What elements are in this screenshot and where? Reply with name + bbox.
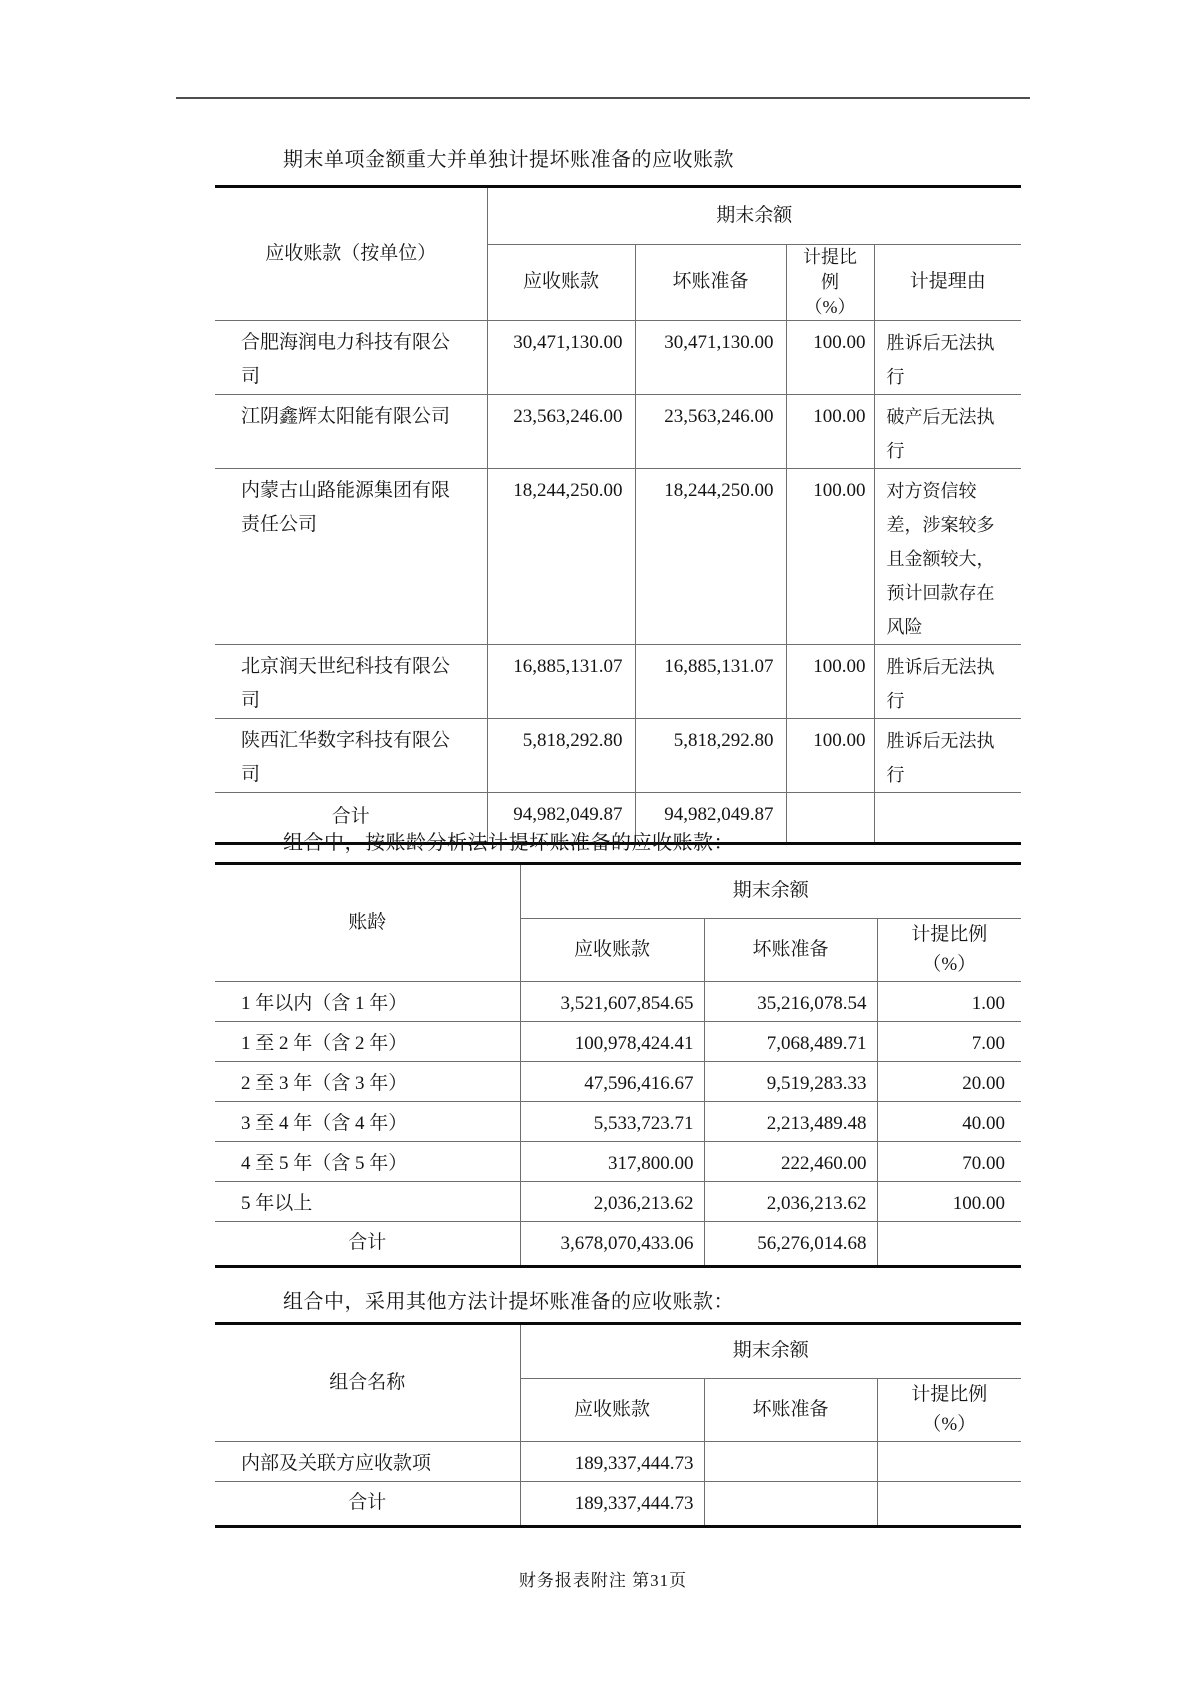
section2-table-wrap — [215, 862, 1021, 1268]
subheader-receivable: 应收账款 — [520, 1378, 704, 1441]
ratio-cell: 20.00 — [877, 1061, 1021, 1101]
receivable-amount-cell: 18,244,250.00 — [487, 468, 635, 644]
receivable-amount-cell: 3,521,607,854.65 — [520, 981, 704, 1021]
bad-debt-total-cell: 56,276,014.68 — [704, 1221, 877, 1265]
group-header-ending-balance: 期末余额 — [520, 1325, 1021, 1378]
receivable-amount-cell: 5,818,292.80 — [487, 718, 635, 792]
subheader-provision-reason: 计提理由 — [874, 244, 1021, 320]
reason-cell — [874, 792, 1021, 842]
total-row — [215, 1221, 1021, 1265]
other-method-table — [215, 1325, 1021, 1525]
company-name-cell: 陕西汇华数字科技有限公司 — [215, 718, 487, 792]
col-header-receivable-by-unit: 应收账款（按单位） — [215, 188, 487, 320]
age-band-cell: 3 至 4 年（含 4 年） — [215, 1101, 520, 1141]
age-band-cell: 5 年以上 — [215, 1181, 520, 1221]
ratio-cell — [877, 1481, 1021, 1525]
company-name-cell: 合肥海润电力科技有限公司 — [215, 320, 487, 394]
portfolio-name-cell: 内部及关联方应收款项 — [215, 1441, 520, 1481]
subheader-provision-ratio: 计提比 例 （%） — [786, 244, 874, 320]
subheader-bad-debt-provision: 坏账准备 — [704, 1378, 877, 1441]
table-row — [215, 1141, 1021, 1181]
bad-debt-amount-cell: 7,068,489.71 — [704, 1021, 877, 1061]
receivable-amount-cell: 47,596,416.67 — [520, 1061, 704, 1101]
subheader-receivable: 应收账款 — [487, 244, 635, 320]
ratio-cell: 100.00 — [786, 394, 874, 468]
aging-analysis-table — [215, 865, 1021, 1265]
table-row — [215, 1061, 1021, 1101]
col-header-aging: 账龄 — [215, 865, 520, 981]
bad-debt-total-cell — [704, 1481, 877, 1525]
table-row — [215, 320, 1021, 394]
ratio-cell: 1.00 — [877, 981, 1021, 1021]
receivable-amount-cell: 23,563,246.00 — [487, 394, 635, 468]
table-row — [215, 468, 1021, 644]
ratio-cell: 70.00 — [877, 1141, 1021, 1181]
reason-cell: 破产后无法执行 — [874, 394, 1021, 468]
section3-title: 组合中，采用其他方法计提坏账准备的应收账款： — [283, 1291, 734, 1313]
bad-debt-amount-cell: 18,244,250.00 — [635, 468, 786, 644]
section1-title: 期末单项金额重大并单独计提坏账准备的应收账款 — [283, 149, 734, 171]
table-row — [215, 718, 1021, 792]
reason-cell: 胜诉后无法执行 — [874, 644, 1021, 718]
ratio-cell: 100.00 — [786, 718, 874, 792]
reason-cell: 胜诉后无法执行 — [874, 320, 1021, 394]
bad-debt-amount-cell: 5,818,292.80 — [635, 718, 786, 792]
table-row — [215, 644, 1021, 718]
receivable-amount-cell: 317,800.00 — [520, 1141, 704, 1181]
page-header-rule — [176, 97, 1030, 99]
bad-debt-amount-cell: 30,471,130.00 — [635, 320, 786, 394]
table-row — [215, 1101, 1021, 1141]
bad-debt-amount-cell: 35,216,078.54 — [704, 981, 877, 1021]
company-name-cell: 内蒙古山路能源集团有限责任公司 — [215, 468, 487, 644]
group-header-ending-balance: 期末余额 — [520, 865, 1021, 918]
table-row — [215, 1441, 1021, 1481]
ratio-cell: 100.00 — [786, 320, 874, 394]
subheader-provision-ratio: 计提比例 （%） — [877, 1378, 1021, 1441]
ratio-cell: 100.00 — [877, 1181, 1021, 1221]
significant-receivables-table — [215, 188, 1021, 842]
receivable-total-cell: 189,337,444.73 — [520, 1481, 704, 1525]
section1-table-wrap — [215, 185, 1021, 845]
bad-debt-amount-cell: 23,563,246.00 — [635, 394, 786, 468]
age-band-cell: 1 年以内（含 1 年） — [215, 981, 520, 1021]
total-row — [215, 1481, 1021, 1525]
reason-cell: 胜诉后无法执行 — [874, 718, 1021, 792]
age-band-cell: 2 至 3 年（含 3 年） — [215, 1061, 520, 1101]
subheader-receivable: 应收账款 — [520, 918, 704, 981]
subheader-provision-ratio: 计提比例 （%） — [877, 918, 1021, 981]
ratio-cell: 7.00 — [877, 1021, 1021, 1061]
receivable-amount-cell: 5,533,723.71 — [520, 1101, 704, 1141]
receivable-amount-cell: 100,978,424.41 — [520, 1021, 704, 1061]
company-name-cell: 江阴鑫辉太阳能有限公司 — [215, 394, 487, 468]
receivable-amount-cell: 189,337,444.73 — [520, 1441, 704, 1481]
bad-debt-amount-cell — [704, 1441, 877, 1481]
ratio-cell: 40.00 — [877, 1101, 1021, 1141]
subheader-bad-debt-provision: 坏账准备 — [635, 244, 786, 320]
group-header-ending-balance: 期末余额 — [487, 188, 1021, 244]
bad-debt-amount-cell: 2,036,213.62 — [704, 1181, 877, 1221]
bad-debt-amount-cell: 2,213,489.48 — [704, 1101, 877, 1141]
table-row — [215, 981, 1021, 1021]
bad-debt-amount-cell: 16,885,131.07 — [635, 644, 786, 718]
receivable-total-cell: 3,678,070,433.06 — [520, 1221, 704, 1265]
col-header-portfolio-name: 组合名称 — [215, 1325, 520, 1441]
receivable-amount-cell: 16,885,131.07 — [487, 644, 635, 718]
subheader-bad-debt-provision: 坏账准备 — [704, 918, 877, 981]
age-band-cell: 4 至 5 年（含 5 年） — [215, 1141, 520, 1181]
age-band-cell: 1 至 2 年（含 2 年） — [215, 1021, 520, 1061]
ratio-cell — [877, 1221, 1021, 1265]
bad-debt-amount-cell: 9,519,283.33 — [704, 1061, 877, 1101]
receivable-amount-cell: 30,471,130.00 — [487, 320, 635, 394]
reason-cell: 对方资信较差，涉案较多且金额较大，预计回款存在风险 — [874, 468, 1021, 644]
bad-debt-amount-cell: 222,460.00 — [704, 1141, 877, 1181]
total-label-cell: 合计 — [215, 1221, 520, 1265]
receivable-total-cell: 94,982,049.87 — [487, 792, 635, 842]
ratio-cell: 100.00 — [786, 644, 874, 718]
ratio-cell: 100.00 — [786, 468, 874, 644]
section2-title: 组合中，按账龄分析法计提坏账准备的应收账款： — [283, 832, 734, 854]
table-row — [215, 394, 1021, 468]
ratio-cell — [877, 1441, 1021, 1481]
company-name-cell: 北京润天世纪科技有限公司 — [215, 644, 487, 718]
total-label-cell: 合计 — [215, 792, 487, 842]
table-row — [215, 1181, 1021, 1221]
table-row — [215, 1021, 1021, 1061]
total-label-cell: 合计 — [215, 1481, 520, 1525]
receivable-amount-cell: 2,036,213.62 — [520, 1181, 704, 1221]
section3-table-wrap — [215, 1322, 1021, 1528]
bad-debt-total-cell: 94,982,049.87 — [635, 792, 786, 842]
ratio-cell — [786, 792, 874, 842]
page-footer: 财务报表附注 第31页 — [518, 1571, 688, 1590]
